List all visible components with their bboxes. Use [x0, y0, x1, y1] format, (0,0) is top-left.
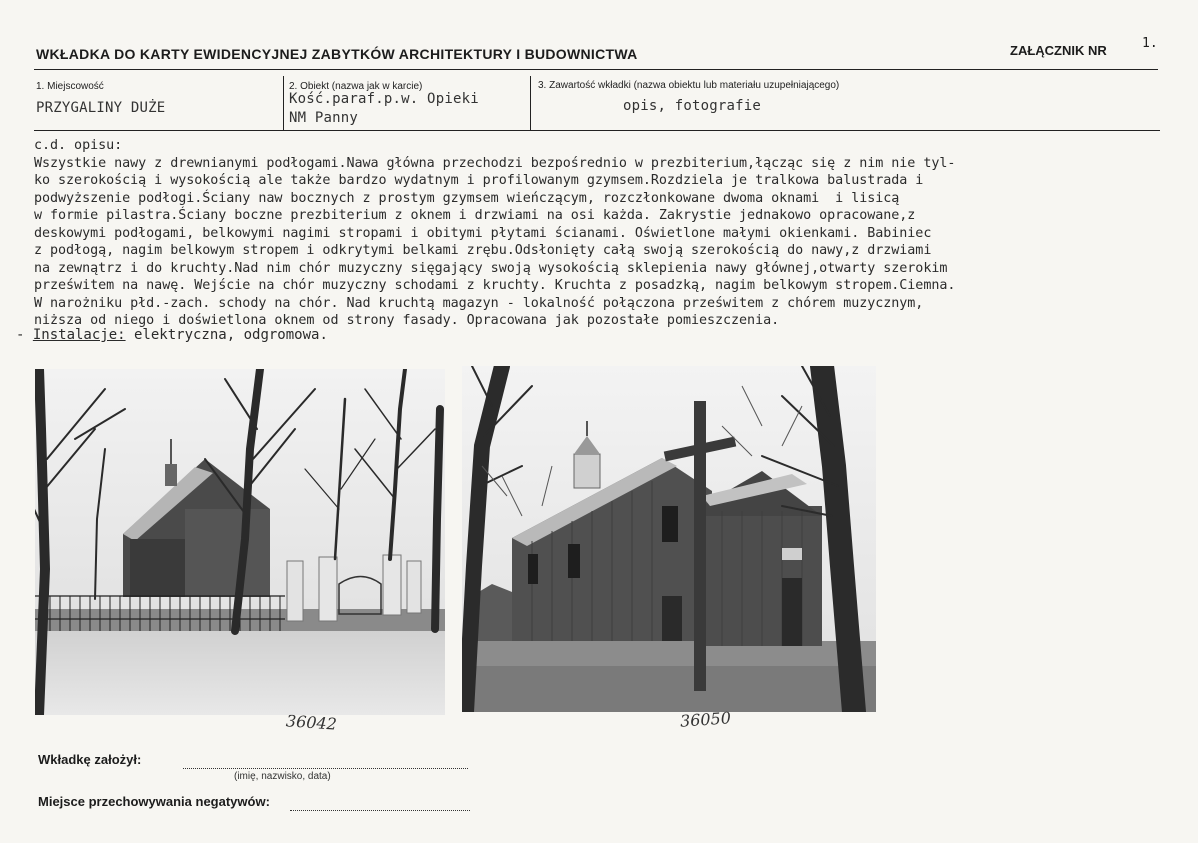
object-value-line2: NM Panny [289, 110, 359, 126]
created-by-line [183, 767, 468, 769]
negatives-label: Miejsce przechowywania negatywów: [38, 794, 270, 809]
field-divider-2 [530, 76, 531, 130]
photo-right-number: 36050 [679, 708, 732, 731]
content-value: opis, fotografie [623, 98, 762, 114]
object-value-line1: Kość.paraf.p.w. Opieki [289, 91, 479, 107]
description-heading: c.d. opisu: [34, 138, 123, 153]
description-line: w formie pilastra.Ściany boczne prezbiterium z oknem i drzwiami na osi każda. Zakrystie jednakowo opracowane,z [34, 208, 916, 223]
locality-value: PRZYGALINY DUŻE [36, 100, 166, 116]
description-line: z podłogą, nagim belkowym stropem i odkrytymi belkami zrębu.Odsłonięty całą swoją szerokością do nawy,z drzwiami [34, 243, 932, 258]
installations-line: - Instalacje: elektryczna, odgromowa. [16, 327, 328, 343]
description-line: W narożniku płd.-zach. schody na chór. Nad kruchtą magazyn - lokalność połączona prześwitem z chórem muzycznym, [34, 295, 924, 311]
photo-left-number: 36042 [285, 711, 338, 734]
negatives-line [290, 809, 470, 811]
fields-rule [34, 130, 1160, 131]
created-by-label: Wkładkę założył: [38, 752, 142, 767]
annex-number: 1. [1142, 36, 1158, 51]
object-label: 2. Obiekt (nazwa jak w karcie) [289, 81, 423, 92]
description-line: ko szerokością i wysokością ale także bardzo wydatnym i profilowanym gzymsem.Rozdziela je tralkowa balustrada i [34, 173, 924, 188]
annex-label: ZAŁĄCZNIK NR [1010, 43, 1107, 58]
field-divider-1 [283, 76, 284, 130]
description-line: niższa od niego i doświetlona oknem od strony fasady. Opracowana jak pozostałe pomieszczenia. [34, 313, 780, 328]
created-by-hint: (imię, nazwisko, data) [234, 771, 331, 782]
photo-left [35, 369, 445, 715]
description-line: Wszystkie nawy z drewnianymi podłogami.Nawa główna przechodzi bezpośrednio w prezbiterium,łącząc się z nim nie tyl- [34, 155, 956, 171]
installations-label: Instalacje: [32, 327, 126, 343]
locality-label: 1. Miejscowość [36, 81, 104, 92]
header-rule [34, 69, 1158, 70]
description-block [34, 137, 1196, 330]
installations-value: elektryczna, odgromowa. [125, 327, 328, 343]
description-line: podwyższenie podłogi.Ściany naw bocznych z prostym gzymsem wieńczącym, rozczłonkowane dwoma oknami i lisicą [34, 190, 900, 206]
photo-right [462, 366, 876, 712]
content-label: 3. Zawartość wkładki (nazwa obiektu lub materiału uzupełniającego) [538, 80, 840, 91]
description-line: na zewnątrz i do kruchty.Nad nim chór muzyczny sięgający swoją wysokością sklepienia nawy głównej,otwarty szerokim [34, 260, 948, 276]
description-line: prześwitem na nawę. Wejście na chór muzyczny schodami z kruchty. Kruchta z posadzką, nagim belkowym stropem.Ciemna. [34, 278, 956, 293]
description-line: deskowymi podłogami, belkowymi nagimi stropami i obitymi płytami ścianami. Oświetlone małymi okienkami. Babiniec [34, 225, 932, 241]
document-title: WKŁADKA DO KARTY EWIDENCYJNEJ ZABYTKÓW ARCHITEKTURY I BUDOWNICTWA [36, 46, 638, 62]
